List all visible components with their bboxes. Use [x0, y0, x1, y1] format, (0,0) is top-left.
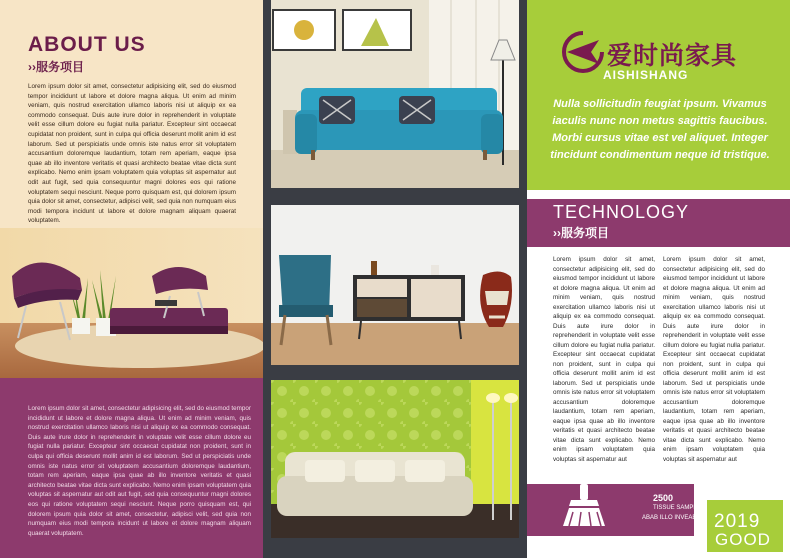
year-word: GOOD [715, 530, 771, 549]
brand-logo-chinese: 爱时尚家具 [607, 42, 738, 70]
year-number: 2019 [714, 511, 761, 532]
about-subtitle: ››服务项目 [28, 60, 84, 74]
blue-sofa-photo [271, 0, 519, 188]
samples-caption: ABAB ILLO INVEAB [642, 515, 697, 521]
samples-label: TISSUE SAMPLES [653, 505, 705, 511]
cabinet-photo [271, 205, 519, 365]
about-title: ABOUT US [28, 33, 146, 56]
middle-panel [263, 0, 527, 558]
about-paragraph: Lorem ipsum dolor sit amet, consectetur adipisicing elit, sed do eiusmod tempor incididunt ut labore et dolore magna aliqua. Ut enim ad minim veniam, quis nostrud exercitation ullamco laboris nisi ut aliquip ex ea commodo consequat. Duis aute irure dolor in reprehenderit in voluptate velit esse cillum dolore eu fugiat nulla pariatur. Excepteur sint occaecat cupidatat non proident, sunt in culpa qui officia deserunt mollit anim id est laborum. Sed ut perspiciatis unde omnis iste natus error sit voluptatem accusantium doloremque laudantium, totam rem aperiam, eaque ipsa quae ab illo inventore veritatis et quasi architecto beatae vitae dicta sunt explicabo. Nemo enim ipsam voluptatem quia voluptas sit aspernatur aut odit aut fugit, sed quia consequuntur magni dolores eos qui ratione voluptatem sequi nesciunt. Neque porro quisquam est, qui dolorem ipsum quia dolor sit amet, consectetur, adipisci velit, sed quia non numquam eius modi tempora incidunt ut labore et dolore magnam aliquam quaerat voluptatem. [28, 83, 236, 225]
technology-column-2: Lorem ipsum dolor sit amet, consectetur adipisicing elit, sed do eiusmod tempor incididunt ut labore et dolore magna aliqua. Ut enim ad minim veniam, quis nostrud exercitation ullamco laboris nisi ut aliquip ex ea commodo consequat. Duis aute irure dolor in reprehenderit in voluptate velit esse cillum dolore eu fugiat nulla pariatur. Excepteur sint occaecat cupidatat non proident, sunt in culpa qui officia deserunt mollit anim id est laborum. Sed ut perspiciatis unde omnis iste natus error sit voluptatem accusantium doloremque laudantium, totam rem aperiam, eaque ipsa quae ab illo inventore veritatis et quasi architecto beatae vitae dicta sunt explicabo. Nemo enim ipsam voluptatem quia voluptas sit aspernatur aut [663, 256, 765, 463]
about-paragraph-2: Lorem ipsum dolor sit amet, consectetur adipisicing elit, sed do eiusmod tempor incididunt ut labore et dolore magna aliqua. Ut enim ad minim veniam, quis nostrud exercitation ullamco laboris nisi ut aliquip ex ea commodo consequat. Duis aute irure dolor in reprehenderit in voluptate velit esse cillum dolore eu fugiat nulla pariatur. Excepteur sint occaecat cupidatat non proident, sunt in culpa qui officia deserunt mollit anim id est laborum. Sed ut perspiciatis unde omnis iste natus error sit voluptatem accusantium doloremque laudantium, totam rem aperiam, eaque ipsa quae ab illo inventore veritatis et quasi architecto beatae vitae dicta sunt explicabo. Nemo enim ipsam voluptatem quia voluptas sit aspernatur aut odit aut fugit, sed quia consequuntur magni dolores eos qui ratione voluptatem sequi nesciunt. Neque porro quisquam est, qui dolorem ipsum quia dolor sit amet, consectetur, adipisci velit, sed quia non numquam eius modi tempora incidunt ut labore et dolore magnam aliquam quaerat voluptatem. [28, 405, 251, 537]
technology-subtitle: ››服务项目 [553, 226, 609, 240]
brand-slogan: Nulla sollicitudin feugiat ipsum. Vivamus iaculis nunc non metus sagittis faucibus. Morbi cursus vitae est vel aliquet. Integer tincidunt condimentum neque id tristique. [550, 98, 770, 161]
white-sofa-photo [271, 380, 519, 538]
samples-count: 2500 [653, 493, 674, 503]
brush-icon [559, 482, 609, 530]
arrow-mark-icon [561, 30, 605, 74]
right-panel [527, 0, 790, 558]
technology-column-1: Lorem ipsum dolor sit amet, consectetur adipisicing elit, sed do eiusmod tempor incididunt ut labore et dolore magna aliqua. Ut enim ad minim veniam, quis nostrud exercitation ullamco laboris nisi ut aliquip ex ea commodo consequat. Duis aute irure dolor in reprehenderit in voluptate velit esse cillum dolore eu fugiat nulla pariatur. Excepteur sint occaecat cupidatat non proident, sunt in culpa qui officia deserunt mollit anim id est laborum. Sed ut perspiciatis unde omnis iste natus error sit voluptatem accusantium doloremque laudantium, totam rem aperiam, eaque ipsa quae ab illo inventore veritatis et quasi architecto beatae vitae dicta sunt explicabo. Nemo enim ipsam voluptatem quia voluptas sit aspernatur aut [553, 256, 655, 463]
living-room-photo [0, 228, 263, 378]
brand-logo-english: AISHISHANG [603, 68, 689, 82]
technology-title: TECHNOLOGY [553, 202, 690, 222]
left-panel [0, 0, 263, 558]
